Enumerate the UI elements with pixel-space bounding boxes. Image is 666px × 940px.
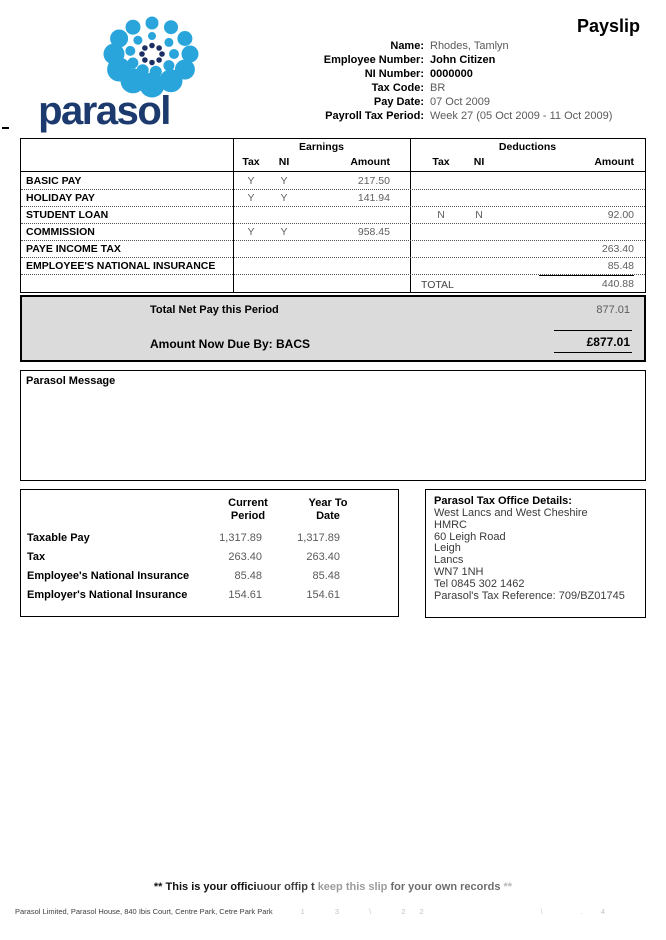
deductions-total-row [21, 275, 645, 294]
earnings-ni-col-header: NI [278, 156, 290, 168]
payroll-period-value: Week 27 (05 Oct 2009 - 11 Oct 2009) [430, 110, 613, 122]
ni-number-row [150, 68, 650, 82]
tax-office-title: Parasol Tax Office Details: [434, 495, 572, 507]
summary-ytd-value: 85.48 [312, 570, 340, 582]
row-earn-ni-flag: Y [280, 175, 288, 187]
summary-row-label: Employee's National Insurance [27, 570, 190, 582]
footer-company-faded-fragment: 1 3 \ 22 [300, 907, 438, 916]
row-ded-ni-flag: N [475, 209, 483, 221]
row-ded-tax-flag: N [437, 209, 445, 221]
amount-due-label: Amount Now Due By: BACS [150, 337, 310, 351]
row-earn-ni-flag: Y [280, 192, 288, 204]
page-margin-mark [2, 127, 9, 129]
summary-current-value: 85.48 [234, 570, 262, 582]
summary-row-tax [21, 551, 398, 570]
summary-ytd-value: 263.40 [306, 551, 340, 563]
table-row-employees-ni [21, 258, 645, 275]
total-label: TOTAL [421, 279, 454, 291]
table-row-student-loan [21, 207, 645, 224]
table-row-commission [21, 224, 645, 241]
net-pay-box [20, 295, 646, 362]
employee-number-label: Employee Number: [323, 54, 424, 66]
net-pay-amount: 877.01 [596, 304, 630, 316]
pay-date-value: 07 Oct 2009 [430, 96, 490, 108]
summary-row-label: Tax [27, 551, 46, 563]
pay-table [20, 138, 646, 293]
tax-office-line: Leigh [434, 542, 461, 555]
tax-office-line: Parasol's Tax Reference: 709/BZ01745 [434, 589, 625, 602]
summary-row-taxable-pay [21, 532, 398, 551]
payroll-period-label: Payroll Tax Period: [325, 110, 424, 122]
tax-office-line: Lancs [434, 554, 464, 567]
footer-notice-segment: for your own records [390, 881, 501, 893]
table-row-basic-pay [21, 173, 645, 190]
employee-info [150, 40, 650, 124]
page-title: Payslip [576, 16, 640, 36]
payroll-period-row [150, 110, 650, 124]
summary-rows [21, 532, 398, 608]
row-label: STUDENT LOAN [26, 209, 109, 221]
row-ded-amount: 263.40 [601, 243, 634, 255]
summary-current-value: 1,317.89 [219, 532, 262, 544]
summary-current-value: 154.61 [228, 589, 262, 601]
current-period-line2: Period [230, 510, 266, 522]
tax-office-line: West Lancs and West Cheshire [434, 507, 588, 519]
row-earn-ni-flag: Y [280, 226, 288, 238]
row-earn-tax-flag: Y [247, 192, 255, 204]
earnings-header: Earnings [299, 141, 344, 153]
row-earn-tax-flag: Y [247, 226, 255, 238]
tax-code-row [150, 82, 650, 96]
net-pay-label: Total Net Pay this Period [150, 304, 279, 316]
summary-ytd-value: 154.61 [306, 589, 340, 601]
amount-due-value: £877.01 [554, 330, 632, 353]
employee-name-label: Name: [390, 40, 424, 52]
deductions-tax-col-header: Tax [432, 156, 450, 168]
summary-row-employers-ni [21, 589, 398, 608]
deductions-amount-col-header: Amount [594, 156, 634, 168]
tax-office-line: HMRC [434, 518, 467, 531]
tax-office-box [425, 489, 646, 618]
year-to-date-line1: Year To [308, 497, 348, 509]
row-ded-amount: 85.48 [607, 260, 634, 272]
tax-office-line: Tel 0845 302 1462 [434, 577, 525, 590]
employee-number-value: John Citizen [430, 54, 496, 66]
employee-name-value: Rhodes, Tamlyn [430, 40, 509, 52]
deductions-header: Deductions [498, 141, 557, 153]
summary-headers [21, 490, 398, 523]
table-row-holiday-pay [21, 190, 645, 207]
summary-box [20, 489, 399, 617]
year-to-date-line2: Date [316, 510, 340, 522]
row-earn-amount: 141.94 [357, 192, 390, 204]
footer-notice-segment: ** [500, 881, 513, 893]
row-label: EMPLOYEE'S NATIONAL INSURANCE [26, 260, 216, 272]
summary-row-employees-ni [21, 570, 398, 589]
tax-office-line: 60 Leigh Road [434, 530, 506, 543]
summary-row-label: Employer's National Insurance [27, 589, 188, 601]
total-amount: 440.88 [539, 275, 634, 293]
tax-code-value: BR [430, 82, 446, 94]
tax-office-line: WN7 1NH [434, 565, 484, 578]
summary-ytd-value: 1,317.89 [297, 532, 340, 544]
pay-date-label: Pay Date: [373, 96, 424, 108]
summary-row-label: Taxable Pay [27, 532, 90, 544]
parasol-message-box [20, 370, 646, 481]
row-earn-amount: 958.45 [357, 226, 390, 238]
logo-wordmark: parasol [38, 89, 170, 133]
row-ded-amount: 92.00 [607, 209, 634, 221]
pay-table-header [21, 139, 645, 172]
pay-table-rows [21, 173, 645, 294]
footer-notice-segment: uour offip t [256, 881, 318, 893]
footer-company-address: Parasol Limited, Parasol House, 840 Ibis Court, Centre Park, Cetre Park Park [15, 907, 273, 916]
current-period-col-header [217, 497, 279, 523]
footer-company-line [15, 907, 651, 916]
current-period-line1: Current [228, 497, 268, 509]
footer-company-faded-fragment: \ .4 [540, 907, 623, 916]
row-label: BASIC PAY [26, 175, 82, 187]
footer-notice-segment: keep this slip [317, 881, 391, 893]
summary-current-value: 263.40 [228, 551, 262, 563]
employee-number-row [150, 54, 650, 68]
row-label: HOLIDAY PAY [26, 192, 95, 204]
footer-notice-segment: ** This is your offici [153, 881, 257, 893]
row-earn-amount: 217.50 [357, 175, 390, 187]
ni-number-value: 0000000 [430, 68, 473, 80]
deductions-ni-col-header: NI [473, 156, 485, 168]
row-label: COMMISSION [26, 226, 95, 238]
footer-notice [0, 881, 666, 893]
earnings-amount-col-header: Amount [350, 156, 390, 168]
tax-code-label: Tax Code: [371, 82, 424, 94]
table-row-paye-income-tax [21, 241, 645, 258]
parasol-message-label: Parasol Message [26, 375, 116, 387]
earnings-tax-col-header: Tax [242, 156, 260, 168]
year-to-date-col-header [297, 497, 359, 523]
employee-name-row [150, 40, 650, 54]
ni-number-label: NI Number: [364, 68, 424, 80]
row-earn-tax-flag: Y [247, 175, 255, 187]
row-label: PAYE INCOME TAX [26, 243, 121, 255]
pay-date-row [150, 96, 650, 110]
